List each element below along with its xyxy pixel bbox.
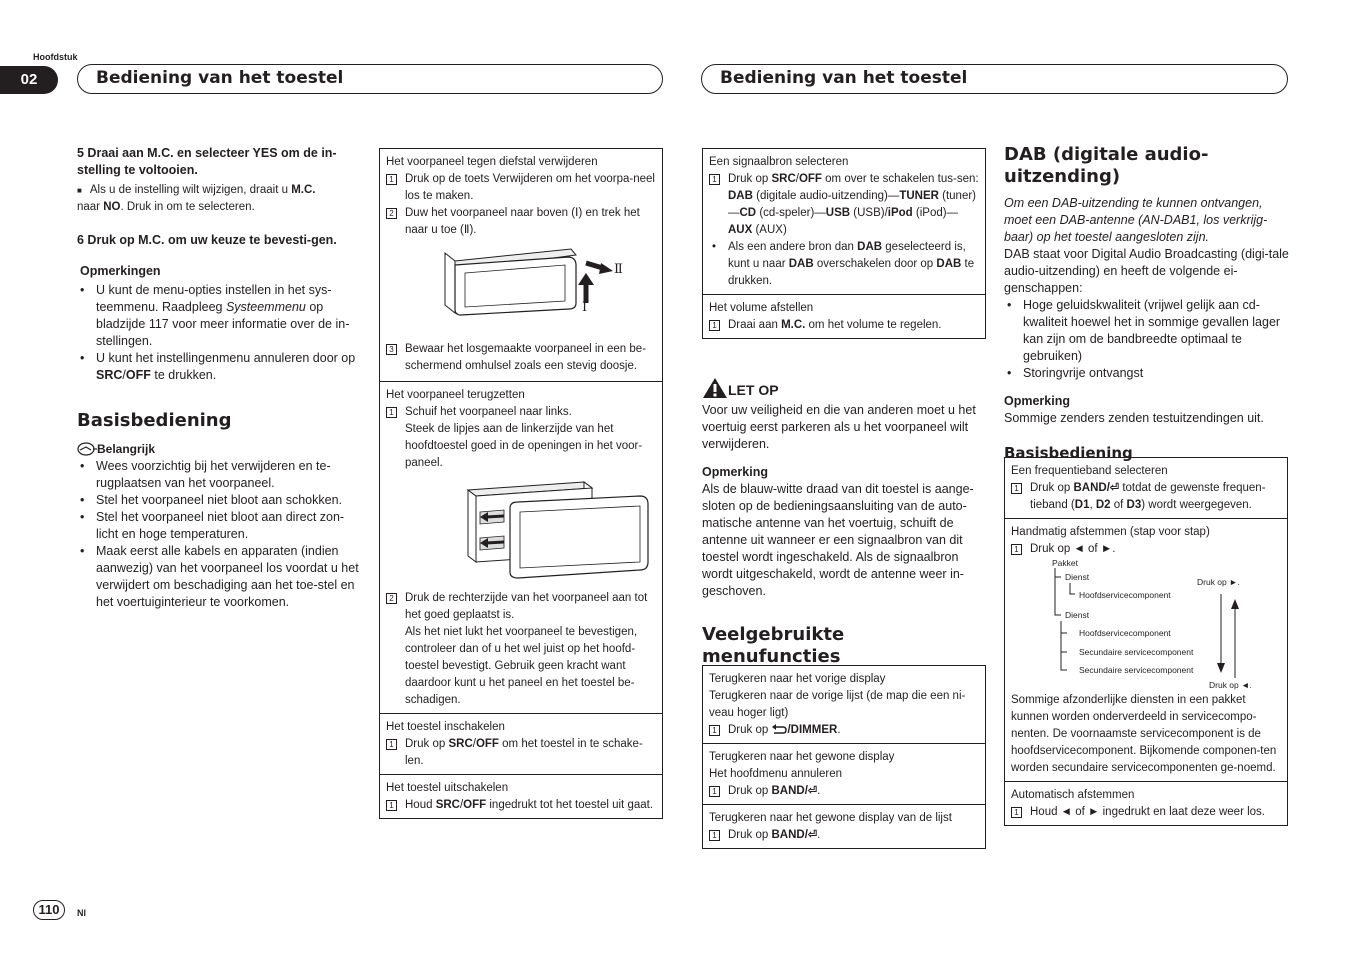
section-heading: Automatisch afstemmen xyxy=(1011,789,1135,801)
fig-label-2: Ⅱ xyxy=(614,262,623,277)
section-heading: Het toestel uitschakelen xyxy=(386,782,509,794)
auto-tuning-section xyxy=(1005,782,1287,825)
tree-label-back: Druk op ◄. xyxy=(1209,680,1252,690)
chapter-number-badge: 02 xyxy=(0,66,58,94)
section-heading: Een signaalbron selecteren xyxy=(709,156,849,168)
section-heading: Terugkeren naar het gewone display xyxy=(709,751,895,763)
step-text: Bewaar het losgemaakte voorpaneel in een be-schermend omhulsel zoals een stevig doosje. xyxy=(405,343,647,372)
step-text: Druk op SRC/OFF om het toestel in te schake-len. xyxy=(405,738,643,767)
right-page-title: Bediening van het toestel xyxy=(701,64,1288,94)
remove-panel-section xyxy=(380,149,662,382)
step-number-icon: 1 xyxy=(709,786,720,797)
step-number-icon: 1 xyxy=(1011,544,1022,555)
escape-icon: ⏎ xyxy=(807,829,818,841)
remark-text: Als de blauw-witte draad van dit toestel is aange-sloten op de bedieningsaansluiting van de auto-matische antenne van het voertuig, schuift de antenne uit wanneer er een signaalbron van dit toestel wordt ingeschakeld. Als de signaalbron wordt uitgeschakeld, wordt de antenne weer in-geschoven. xyxy=(702,482,974,598)
dab-operation-box xyxy=(1004,457,1288,826)
step-6: 6 Druk op M.C. om uw keuze te bevesti-gen. xyxy=(77,233,337,247)
step-number-icon: 1 xyxy=(386,407,397,418)
step-detail: Als het niet lukt het voorpaneel te bevestigen, controleer dan of u het wel juist op het hoofd-toestel bevestigt. Gebruik geen kracht want daardoor kunt u het paneel en het toestel be-schadigen. xyxy=(405,626,638,706)
section-heading: Handmatig afstemmen (stap voor stap) xyxy=(1011,526,1210,538)
step-number-icon: 3 xyxy=(386,344,397,355)
warning-triangle-icon xyxy=(702,377,728,399)
remark-title: Opmerking xyxy=(1004,394,1070,408)
step-text: Druk op BAND/⏎ totdat de gewenste frequen-tieband (D1, D2 of D3) wordt weergegeven. xyxy=(1030,482,1266,511)
source-volume-box xyxy=(702,148,986,339)
step-text: Druk de rechterzijde van het voorpaneel aan tot het goed geplaatst is. xyxy=(405,592,648,621)
menu-back-section xyxy=(703,666,985,744)
section-heading: Terugkeren naar het vorige display xyxy=(709,673,886,685)
section-heading: Het voorpaneel tegen diefstal verwijderen xyxy=(386,156,598,168)
hand-pointer-icon xyxy=(77,442,97,456)
step-text: Druk op BAND/⏎. xyxy=(728,829,821,841)
step-number-icon: 2 xyxy=(386,593,397,604)
step-text: Druk op BAND/⏎. xyxy=(728,785,821,797)
step-number-icon: 1 xyxy=(386,174,397,185)
caution-title: LET OP xyxy=(702,377,986,402)
reattach-panel-section xyxy=(380,382,662,714)
volume-section xyxy=(703,295,985,338)
menu-list-display-section xyxy=(703,805,985,848)
source-note-list xyxy=(709,239,979,290)
remove-panel-illustration xyxy=(386,239,656,341)
escape-icon: ⏎ xyxy=(1109,482,1120,494)
power-on-section xyxy=(380,714,662,775)
section-heading: Terugkeren naar de vorige lijst (de map die een ni-veau hoger ligt) xyxy=(709,690,966,719)
step-number-icon: 1 xyxy=(709,830,720,841)
manual-tuning-explanation: Sommige afzonderlijke diensten in een pakket kunnen worden onderverdeeld in servicecompo-nenten. De voornaamste servicecomponent is de hoofdservicecomponent. Bijkomende componen-ten worden secundaire servicecomponenten ge-noemd. xyxy=(1011,694,1277,774)
tree-node-dienst: Dienst xyxy=(1065,572,1090,582)
section-heading: Het hoofdmenu annuleren xyxy=(709,768,842,780)
remark-title: Opmerking xyxy=(702,465,768,479)
step-text: Houd ◄ of ► ingedrukt en laat deze weer los. xyxy=(1030,806,1266,818)
left-page-title: Bediening van het toestel xyxy=(77,64,663,94)
step-number-icon: 1 xyxy=(1011,807,1022,818)
column-1 xyxy=(77,145,362,611)
tree-node-secundair: Secundaire servicecomponent xyxy=(1079,647,1194,657)
tree-node-dienst: Dienst xyxy=(1065,610,1090,620)
tree-node-hoofdservice: Hoofdservicecomponent xyxy=(1079,628,1171,638)
features-list xyxy=(1004,297,1290,382)
section-title-menufuncties: Veelgebruikte menufuncties xyxy=(702,624,845,667)
notes-list xyxy=(77,282,362,384)
step-text: Schuif het voorpaneel naar links. xyxy=(405,406,572,418)
select-source-section xyxy=(703,149,985,295)
page-number: 110 xyxy=(33,900,65,920)
reattach-panel-illustration xyxy=(386,472,656,590)
list-item: • Hoge geluidskwaliteit (vrijwel gelijk aan cd-kwaliteit hoewel het in sommige gevallen lager kan zijn om de bandbreedte optimaal te gebruiken) xyxy=(1004,297,1290,365)
list-item: • Storingvrije ontvangst xyxy=(1004,365,1290,382)
manual-tuning-section xyxy=(1005,519,1287,782)
step-5-sub: ■ Als u de instelling wilt wijzigen, draait u M.C. naar NO. Druk in om te selecteren. xyxy=(77,184,316,213)
list-item: • U kunt het instellingenmenu annuleren door op SRC/OFF te drukken. xyxy=(77,350,362,384)
column-4 xyxy=(1004,144,1290,462)
chapter-label: Hoofdstuk xyxy=(33,52,78,62)
menu-functions-box xyxy=(702,665,986,849)
step-text: Houd SRC/OFF ingedrukt tot het toestel uit gaat. xyxy=(405,799,654,811)
caution-text: Voor uw veiligheid en die van anderen moet u het voertuig eerst parkeren als u het voorpaneel wilt verwijderen. xyxy=(702,403,976,451)
step-text: Draai aan M.C. om het volume te regelen. xyxy=(728,319,942,331)
step-text: Druk op SRC/OFF om over te schakelen tus-sen: xyxy=(728,173,979,185)
section-heading: Het toestel inschakelen xyxy=(386,721,505,733)
column-2-box xyxy=(379,148,663,819)
tree-node-hoofdservice: Hoofdservicecomponent xyxy=(1079,590,1171,600)
power-off-section xyxy=(380,775,662,818)
notes-title: Opmerkingen xyxy=(80,264,161,278)
section-title-dab: DAB (digitale audio-uitzending) xyxy=(1004,144,1209,187)
step-text: Duw het voorpaneel naar boven (Ⅰ) en trek het naar u toe (Ⅱ). xyxy=(405,207,640,236)
step-number-icon: 1 xyxy=(709,174,720,185)
step-text: Druk op de toets Verwijderen om het voorpa-neel los te maken. xyxy=(405,173,655,202)
fig-label-1: Ⅰ xyxy=(582,300,588,315)
step-number-icon: 1 xyxy=(1011,483,1022,494)
list-item: • U kunt de menu-opties instellen in het sys-teemmenu. Raadpleeg Systeemmenu op bladzijde 117 voor meer informatie over de in-stellingen. xyxy=(77,282,362,350)
step-number-icon: 1 xyxy=(709,320,720,331)
section-heading: Een frequentieband selecteren xyxy=(1011,465,1168,477)
step-text: Druk op ◄ of ►. xyxy=(1030,543,1116,555)
tree-node-secundair: Secundaire servicecomponent xyxy=(1079,665,1194,675)
language-code: Nl xyxy=(77,908,86,918)
section-heading: Het volume afstellen xyxy=(709,302,814,314)
remark-text: Sommige zenders zenden testuitzendingen uit. xyxy=(1004,411,1264,425)
band-section xyxy=(1005,458,1287,519)
step-text: Druk op /DIMMER. xyxy=(728,724,841,736)
caution-block xyxy=(702,377,986,668)
section-title-basisbediening: Basisbediening xyxy=(77,410,232,431)
section-heading: Terugkeren naar het gewone display van de lijst xyxy=(709,812,952,824)
list-item: • Maak eerst alle kabels en apparaten (indien aanwezig) van het voorpaneel los voordat u het verwijdert om beschadiging aan het toe-stel en het voertuiginterieur te voorkomen. xyxy=(77,543,362,611)
dab-intro: DAB staat voor Digital Audio Broadcasting (digi-tale audio-uitzending) en heeft de volgende ei-genschappen: xyxy=(1004,247,1289,295)
service-tree-diagram xyxy=(1011,558,1281,700)
return-icon xyxy=(771,723,787,733)
step-number-icon: 1 xyxy=(709,725,720,736)
tree-label-forward: Druk op ►. xyxy=(1197,577,1240,587)
step-number-icon: 2 xyxy=(386,208,397,219)
section-title-basisbediening-dab: Basisbediening xyxy=(1004,444,1133,462)
important-list xyxy=(77,458,362,611)
step-5: 5 Draai aan M.C. en selecteer YES om de in-stelling te voltooien. xyxy=(77,146,337,177)
section-heading: Het voorpaneel terugzetten xyxy=(386,389,525,401)
step-detail: Steek de lipjes aan de linkerzijde van het hoofdtoestel goed in de openingen in het voor-paneel. xyxy=(405,423,643,469)
list-item: • Stel het voorpaneel niet bloot aan direct zon-licht en hoge temperaturen. xyxy=(77,509,362,543)
tree-node-pakket: Pakket xyxy=(1052,558,1078,568)
dab-intro-italic: Om een DAB-uitzending te kunnen ontvangen, moet een DAB-antenne (AN-DAB1, los verkrijg-baar) op het toestel aangesloten zijn. xyxy=(1004,196,1268,244)
important-title: Belangrijk xyxy=(77,441,362,458)
square-bullet-icon: ■ xyxy=(77,186,82,195)
escape-icon: ⏎ xyxy=(807,785,818,797)
source-sequence: DAB (digitale audio-uitzending)—TUNER (tuner)—CD (cd-speler)—USB (USB)/iPod (iPod)—AUX (AUX) xyxy=(728,190,977,236)
step-number-icon: 1 xyxy=(386,739,397,750)
list-item: • Wees voorzichtig bij het verwijderen en te-rugplaatsen van het voorpaneel. xyxy=(77,458,362,492)
list-item: • Als een andere bron dan DAB geselecteerd is, kunt u naar DAB overschakelen door op DAB te drukken. xyxy=(709,239,979,290)
step-number-icon: 1 xyxy=(386,800,397,811)
menu-normal-display-section xyxy=(703,744,985,805)
list-item: • Stel het voorpaneel niet bloot aan schokken. xyxy=(77,492,362,509)
